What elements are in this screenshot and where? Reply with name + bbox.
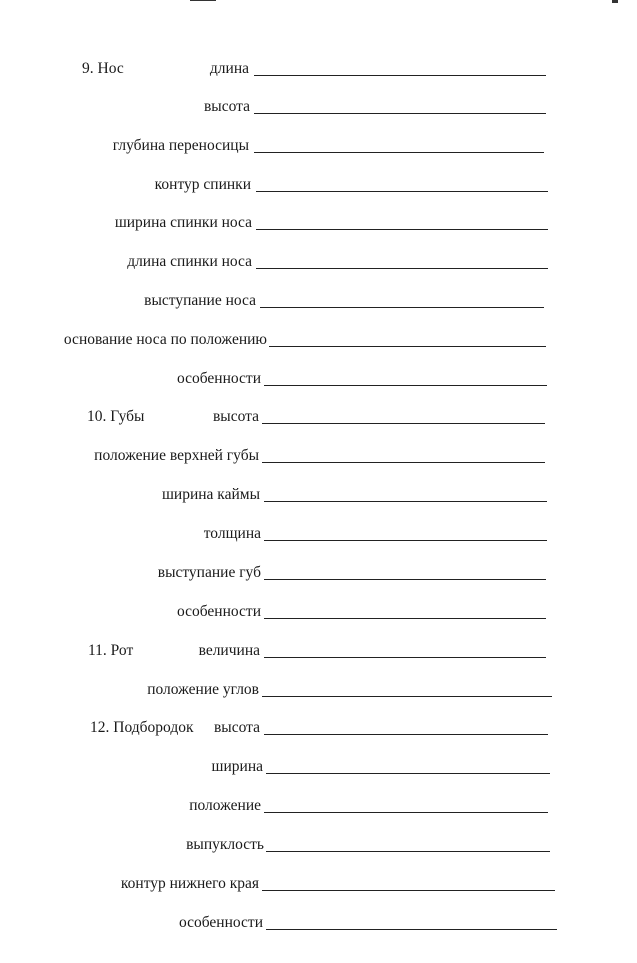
field-blank-line[interactable] <box>264 618 546 619</box>
field-blank-line[interactable] <box>266 773 550 774</box>
field-blank-line[interactable] <box>264 501 547 502</box>
field-label: особенности <box>176 370 261 387</box>
form-row-nose-back-width <box>0 210 637 234</box>
field-label: высота <box>212 408 259 425</box>
section-heading-lips: 10. Губы <box>87 408 145 425</box>
field-label: контур спинки <box>154 176 251 193</box>
field-blank-line[interactable] <box>262 423 545 424</box>
field-label: высота <box>213 719 260 736</box>
form-row-nose-bridge-depth <box>0 133 637 157</box>
field-blank-line[interactable] <box>269 346 546 347</box>
form-row-mouth-corners <box>0 677 637 701</box>
form-row-chin-features <box>0 910 637 934</box>
field-blank-line[interactable] <box>256 229 548 230</box>
form-row-lips-height <box>0 404 637 428</box>
form-row-nose-features <box>0 366 637 390</box>
field-label: толщина <box>203 525 261 542</box>
field-blank-line[interactable] <box>254 75 546 76</box>
field-label: особенности <box>178 914 263 931</box>
field-label: длина спинки носа <box>127 253 252 270</box>
form-row-lip-protrusion <box>0 560 637 584</box>
form-row-nose-back-length <box>0 249 637 273</box>
form-row-nose-length <box>0 56 637 80</box>
form-row-nose-height <box>0 94 637 118</box>
field-label: ширина каймы <box>161 486 260 503</box>
scan-mark-top <box>190 0 216 1</box>
field-blank-line[interactable] <box>254 113 546 114</box>
field-blank-line[interactable] <box>262 462 545 463</box>
field-blank-line[interactable] <box>256 191 548 192</box>
field-blank-line[interactable] <box>264 734 548 735</box>
field-label: величина <box>198 642 260 659</box>
field-blank-line[interactable] <box>264 540 547 541</box>
field-label: длина <box>209 60 249 77</box>
form-row-chin-height <box>0 715 637 739</box>
field-blank-line[interactable] <box>254 152 544 153</box>
field-blank-line[interactable] <box>264 812 548 813</box>
form-row-nose-base-position <box>0 327 637 351</box>
field-blank-line[interactable] <box>266 929 557 930</box>
form-row-mouth-size <box>0 638 637 662</box>
section-heading-chin: 12. Подбородок <box>90 719 194 736</box>
form-row-nose-protrusion <box>0 288 637 312</box>
field-label: ширина спинки носа <box>114 214 252 231</box>
field-label: выступание губ <box>157 564 261 581</box>
field-blank-line[interactable] <box>264 385 547 386</box>
field-label: высота <box>203 98 250 115</box>
form-row-upper-lip-position <box>0 443 637 467</box>
scan-mark-top-right <box>612 0 618 3</box>
form-row-chin-lower-contour <box>0 871 637 895</box>
field-blank-line[interactable] <box>264 579 546 580</box>
field-blank-line[interactable] <box>262 696 552 697</box>
field-blank-line[interactable] <box>260 307 544 308</box>
field-blank-line[interactable] <box>264 657 546 658</box>
field-label: ширина <box>211 758 263 775</box>
field-label: основание носа по положению <box>63 331 267 348</box>
field-label: особенности <box>176 603 261 620</box>
form-row-chin-position <box>0 793 637 817</box>
field-label: выступание носа <box>144 292 256 309</box>
form-row-lip-border-width <box>0 482 637 506</box>
form-row-chin-convexity <box>0 832 637 856</box>
form-row-lips-features <box>0 599 637 623</box>
field-label: положение углов <box>147 681 259 698</box>
form-row-chin-width <box>0 754 637 778</box>
field-label: глубина переносицы <box>112 137 249 154</box>
section-heading-mouth: 11. Рот <box>88 642 134 659</box>
field-label: положение <box>189 797 261 814</box>
field-blank-line[interactable] <box>256 268 548 269</box>
form-row-nose-back-contour <box>0 172 637 196</box>
field-blank-line[interactable] <box>266 851 550 852</box>
field-label: контур нижнего края <box>120 875 259 892</box>
section-heading-nose: 9. Нос <box>82 60 124 77</box>
field-blank-line[interactable] <box>262 890 555 891</box>
form-row-lip-thickness <box>0 521 637 545</box>
field-label: выпуклость <box>186 836 264 853</box>
field-label: положение верхней губы <box>94 447 259 464</box>
